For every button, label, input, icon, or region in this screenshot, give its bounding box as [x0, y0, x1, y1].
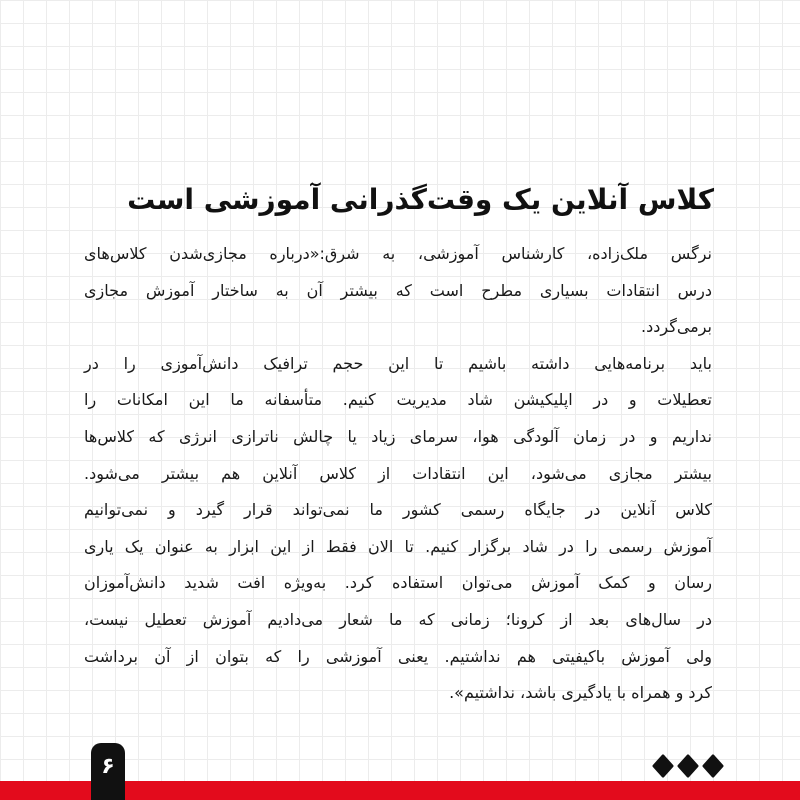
body-line: کرد و همراه با یادگیری باشد، نداشتیم». — [449, 683, 712, 703]
diamond-shape — [679, 756, 697, 776]
body-line: برمی‌گردد. — [641, 317, 712, 337]
diamond-shape — [704, 756, 722, 776]
three-diamonds-icon — [651, 753, 727, 779]
page-number-tab — [91, 743, 125, 800]
body-line: ولی آموزش باکیفیتی هم نداشتیم. یعنی آموزشی را که بتوان از آن برداشت — [84, 646, 712, 666]
body-line: در سال‌های بعد از کرونا؛ زمانی که ما شعار می‌دادیم آموزش تعطیل نیست، — [84, 609, 712, 629]
article-body — [84, 236, 712, 712]
page-number: ۶ — [101, 754, 115, 779]
body-line: نرگس ملک‌زاده، کارشناس آموزشی، به شرق:«درباره مجازی‌شدن کلاس‌های — [84, 244, 712, 263]
body-line: تعطیلات و در اپلیکیشن شاد مدیریت کنیم. متأسفانه ما این امکانات را — [84, 390, 712, 410]
body-line: کلاس آنلاین در جایگاه رسمی کشور ما نمی‌تواند قرار گیرد و نمی‌توانیم — [84, 500, 712, 520]
body-line: نداریم و در زمان آلودگی هوا، سرمای زیاد یا چالش ناترازی انرژی که کلاس‌ها — [84, 426, 712, 446]
body-line: آموزش رسمی را در شاد برگزار کنیم. تا الان فقط از این ابزار به عنوان یک یاری — [84, 536, 712, 556]
body-line: باید برنامه‌هایی داشته باشیم تا این حجم ترافیک دانش‌آموزی را در — [84, 353, 712, 373]
article-title: کلاس آنلاین یک وقت‌گذرانی آموزشی است — [127, 182, 714, 216]
diamond-shape — [654, 756, 672, 776]
body-line: رسان و کمک آموزش می‌توان استفاده کرد. به‌ویژه افت شدید دانش‌آموزان — [84, 573, 712, 593]
body-line: بیشتر مجازی می‌شود، این انتقادات از کلاس آنلاین هم بیشتر می‌شود. — [84, 463, 712, 483]
body-line: درس انتقادات بسیاری مطرح است که بیشتر آن به ساختار آموزش مجازی — [84, 280, 712, 300]
